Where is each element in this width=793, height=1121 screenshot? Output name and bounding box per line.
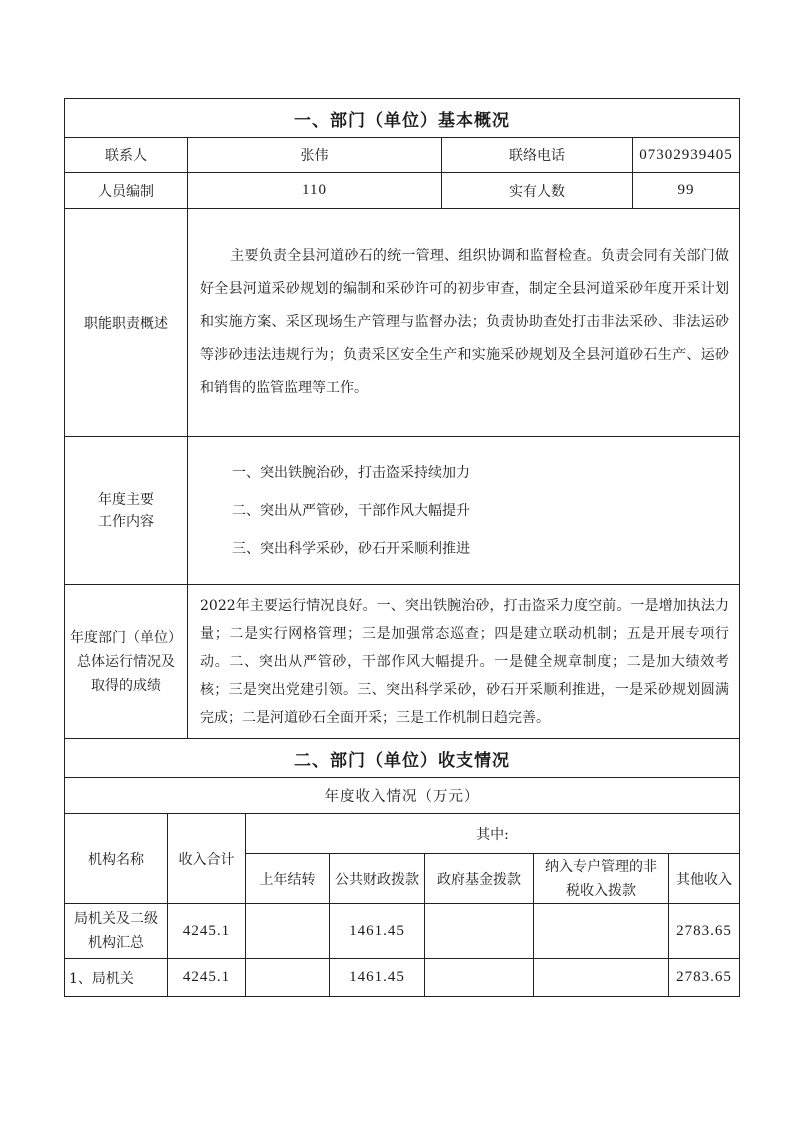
basic-info-table bbox=[64, 98, 740, 739]
row-total: 4245.1 bbox=[168, 959, 246, 997]
row-total: 4245.1 bbox=[168, 904, 246, 959]
row-name bbox=[65, 904, 168, 959]
header-gov-fund: 政府基金拨款 bbox=[425, 854, 534, 904]
income-table bbox=[64, 738, 740, 997]
row-public-finance: 1461.45 bbox=[330, 959, 425, 997]
phone-value: 07302939405 bbox=[633, 138, 740, 173]
section2-title: 二、部门（单位）收支情况 bbox=[65, 739, 740, 778]
staff-quota-value: 110 bbox=[188, 173, 442, 209]
row-name-line-1: 局机关及二级 bbox=[74, 911, 158, 927]
budget-document bbox=[64, 98, 739, 997]
header-income-total: 收入合计 bbox=[168, 814, 246, 904]
overall-label-line-2: 总体运行情况及 bbox=[77, 653, 175, 670]
overall-text: 2022年主要运行情况良好。一、突出铁腕治砂，打击盗采力度空前。一是增加执法力量；二是实行网格管理；三是加强常态巡查；四是建立联动机制；五是开展专项行动。二、突出从严管砂，干部作风大幅提升。一是健全规章制度；二是加大绩效考核；三是突出党建引领。三、突出科学采砂，砂石开采顺利推进，一是采砂规划圆满完成；二是河道砂石全面开采；三是工作机制日趋完善。 bbox=[200, 597, 729, 726]
row-other: 2783.65 bbox=[669, 959, 740, 997]
row-other: 2783.65 bbox=[669, 904, 740, 959]
table-row bbox=[65, 904, 740, 959]
row-public-finance: 1461.45 bbox=[330, 904, 425, 959]
header-non-tax-line-1: 纳入专户管理的非 bbox=[545, 858, 657, 875]
work-item: 二、突出从严管砂，干部作风大幅提升 bbox=[232, 502, 470, 519]
row-non-tax bbox=[534, 904, 669, 959]
work-label-line-2: 工作内容 bbox=[98, 513, 154, 530]
work-label bbox=[65, 437, 188, 585]
duties-label: 职能职责概述 bbox=[65, 209, 188, 437]
row-non-tax bbox=[534, 959, 669, 997]
actual-staff-label: 实有人数 bbox=[442, 173, 633, 209]
header-non-tax-line-2: 税收入拨款 bbox=[566, 882, 636, 899]
work-items bbox=[188, 437, 740, 585]
income-title: 年度收入情况（万元） bbox=[65, 778, 740, 814]
overall-label-line-1: 年度部门（单位） bbox=[70, 629, 182, 646]
table-row bbox=[65, 959, 740, 997]
actual-staff-value: 99 bbox=[633, 173, 740, 209]
contact-label: 联系人 bbox=[65, 138, 188, 173]
header-public-finance: 公共财政拨款 bbox=[330, 854, 425, 904]
work-label-line-1: 年度主要 bbox=[98, 491, 154, 508]
overall-label-line-3: 取得的成绩 bbox=[91, 677, 161, 694]
staff-quota-label: 人员编制 bbox=[65, 173, 188, 209]
phone-label: 联络电话 bbox=[442, 138, 633, 173]
header-prev-year: 上年结转 bbox=[246, 854, 330, 904]
row-gov-fund bbox=[425, 904, 534, 959]
header-of-which: 其中: bbox=[246, 814, 740, 854]
section1-title: 一、部门（单位）基本概况 bbox=[65, 99, 740, 138]
header-non-tax bbox=[534, 854, 669, 904]
row-gov-fund bbox=[425, 959, 534, 997]
row-prev-year bbox=[246, 959, 330, 997]
overall-text-cell bbox=[188, 585, 740, 739]
row-name-line-2: 机构汇总 bbox=[88, 935, 144, 951]
overall-label bbox=[65, 585, 188, 739]
work-item: 三、突出科学采砂，砂石开采顺利推进 bbox=[232, 540, 470, 557]
row-name: 1、局机关 bbox=[65, 959, 168, 997]
duties-text-cell bbox=[188, 209, 740, 437]
work-item: 一、突出铁腕治砂，打击盗采持续加力 bbox=[232, 464, 470, 481]
row-prev-year bbox=[246, 904, 330, 959]
header-other-income: 其他收入 bbox=[669, 854, 740, 904]
duties-text: 主要负责全县河道砂石的统一管理、组织协调和监督检查。负责会同有关部门做好全县河道采砂规划的编制和采砂许可的初步审查，制定全县河道采砂年度开采计划和实施方案、采区现场生产管理与监督办法；负责协助查处打击非法采砂、非法运砂等涉砂违法违规行为；负责采区安全生产和实施采砂规划及全县河道砂石生产、运砂和销售的监管监理等工作。 bbox=[200, 248, 729, 396]
header-org-name: 机构名称 bbox=[65, 814, 168, 904]
contact-value: 张伟 bbox=[188, 138, 442, 173]
